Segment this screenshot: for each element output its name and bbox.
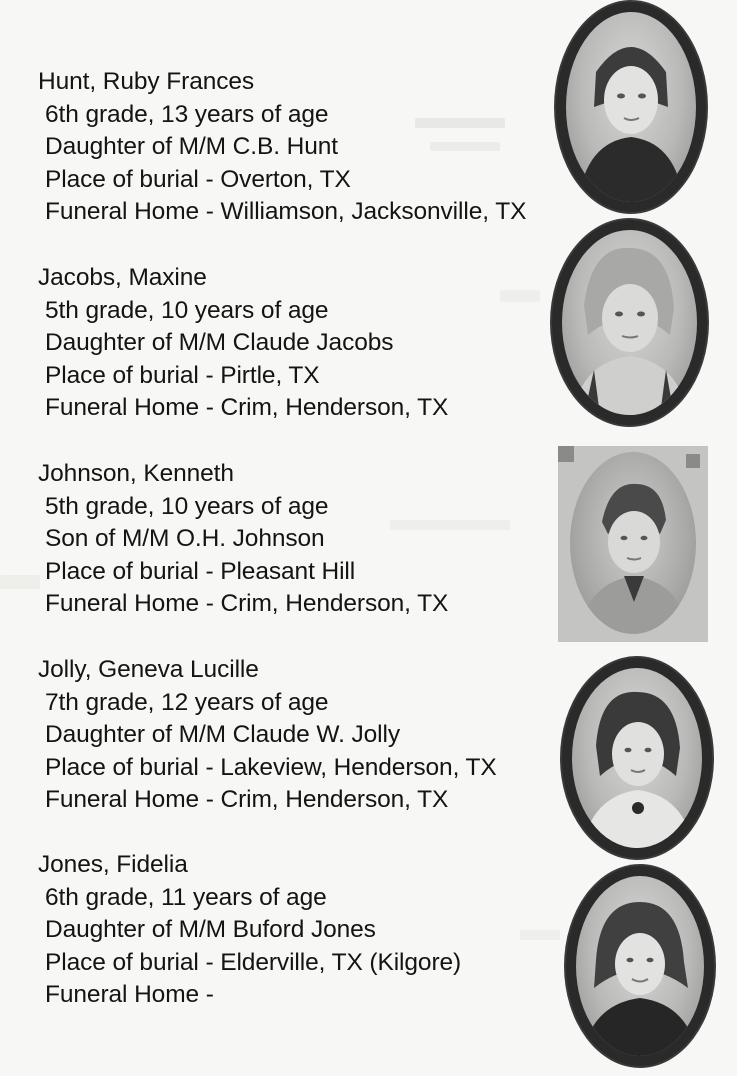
portrait-image [576, 876, 704, 1056]
portrait-figure [576, 876, 704, 1056]
entry-name: Hunt, Ruby Frances [38, 68, 255, 95]
scan-speck [0, 575, 40, 589]
obituary-entry [38, 458, 448, 621]
entry-funeral-home: Funeral Home - Williamson, Jacksonville, TX [45, 198, 527, 226]
entry-grade-age: 6th grade, 11 years of age [45, 883, 327, 911]
portrait-figure [572, 668, 702, 848]
entry-burial: Place of burial - Lakeview, Henderson, TX [45, 753, 497, 781]
portrait-image [562, 230, 697, 415]
portrait-figure [562, 230, 697, 415]
entry-parents: Daughter of M/M Buford Jones [45, 916, 376, 944]
entry-funeral-home: Funeral Home - Crim, Henderson, TX [45, 590, 449, 618]
obituary-entry [38, 262, 448, 425]
portrait-photo [552, 220, 707, 425]
portrait-image [566, 12, 696, 202]
entry-grade-age: 6th grade, 13 years of age [45, 100, 329, 128]
entry-parents: Daughter of M/M Claude W. Jolly [45, 721, 401, 749]
scan-speck [500, 290, 540, 302]
portrait-figure [566, 12, 696, 202]
entry-parents: Daughter of M/M C.B. Hunt [45, 133, 338, 161]
obituary-entry [38, 654, 497, 817]
entry-grade-age: 7th grade, 12 years of age [45, 688, 329, 716]
portrait-image [572, 668, 702, 848]
entry-parents: Son of M/M O.H. Johnson [45, 525, 325, 553]
entry-burial: Place of burial - Elderville, TX (Kilgore) [45, 948, 462, 976]
obituary-entry [38, 66, 526, 229]
entry-burial: Place of burial - Overton, TX [45, 165, 351, 193]
portrait-photo [562, 658, 712, 858]
entry-name: Jacobs, Maxine [38, 264, 207, 291]
entry-burial: Place of burial - Pleasant Hill [45, 557, 356, 585]
portrait-image [570, 452, 696, 634]
entry-name: Johnson, Kenneth [38, 460, 234, 487]
entry-name: Jolly, Geneva Lucille [38, 656, 259, 683]
scan-artifact [558, 446, 574, 462]
portrait-photo [566, 866, 714, 1066]
portrait-photo [558, 446, 708, 642]
entry-grade-age: 5th grade, 10 years of age [45, 296, 329, 324]
portrait-figure [570, 452, 696, 634]
entry-funeral-home: Funeral Home - Crim, Henderson, TX [45, 786, 449, 814]
obituary-entry [38, 849, 461, 1012]
entry-funeral-home: Funeral Home - [45, 981, 214, 1009]
entry-burial: Place of burial - Pirtle, TX [45, 361, 320, 389]
scan-speck [520, 930, 560, 940]
entry-parents: Daughter of M/M Claude Jacobs [45, 329, 394, 357]
entry-funeral-home: Funeral Home - Crim, Henderson, TX [45, 394, 449, 422]
entry-name: Jones, Fidelia [38, 851, 188, 878]
portrait-photo [556, 2, 706, 212]
scan-artifact [686, 454, 700, 468]
entry-grade-age: 5th grade, 10 years of age [45, 492, 329, 520]
